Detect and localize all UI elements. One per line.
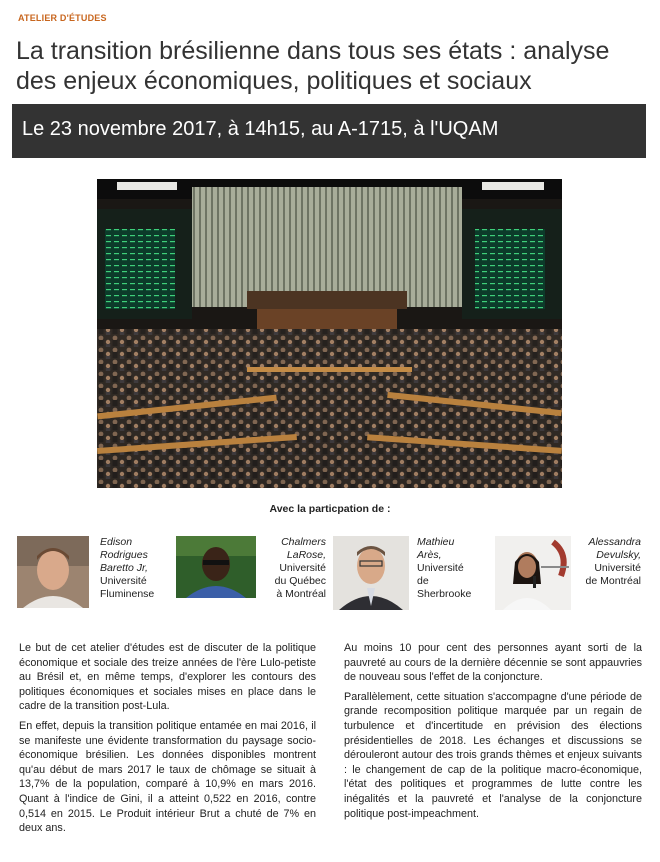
participant-caption: [575, 536, 641, 588]
participant-caption: [100, 536, 162, 601]
participant-affiliation: Université du Québec à Montréal: [274, 562, 326, 600]
chamber-photo: [97, 179, 562, 488]
body-paragraph: En effet, depuis la transition politique entamée en mai 2016, il se manifeste une évidente transformation du paysage socio-économique brésilien. Les données disponibles montrent qu'au début de mars 2017 le taux de chômage se situait à 13,7% de la population, comparé à 10,9% en mars 2016. Quant à l'indice de Gini, il a atteint 0,522 en 2016, contre 0,514 en 2015. Le Produit intérieur Brut a chuté de 7% en deux ans.: [19, 719, 316, 835]
body-column-right: [344, 641, 642, 826]
participant-caption: [417, 536, 479, 601]
body-paragraph: Au moins 10 pour cent des personnes ayant sorti de la pauvreté au cours de la dernière décennie se sont appauvries de nouveau sous l'effet de la conjoncture.: [344, 642, 642, 684]
participation-heading: Avec la particpation de :: [269, 503, 391, 515]
participant-name: Edison Rodrigues Baretto Jr,: [100, 536, 148, 574]
title-line-1: La transition brésilienne dans tous ses états : analyse: [16, 37, 610, 65]
participant-affiliation: Université de Montréal: [585, 562, 641, 587]
participant-affiliation: Université Fluminense: [100, 575, 155, 600]
participant-name: Alessandra Devulsky,: [588, 536, 641, 561]
title-line-2: des enjeux économiques, politiques et sociaux: [16, 67, 532, 95]
participant-name: Mathieu Arès,: [417, 536, 455, 561]
participant-portrait: [333, 536, 409, 610]
event-date-banner: [12, 104, 646, 158]
body-column-left: [19, 641, 316, 841]
kicker-label: ATELIER D'ÉTUDES: [18, 13, 107, 23]
participant-affiliation: Université de Sherbrooke: [417, 562, 472, 600]
body-paragraph: Parallèlement, cette situation s'accompagne d'une période de grande recomposition politique marquée par un regain de turbulence et d'incertitude en prévision des élections présidentielles de 2018. Les échanges et discussions se dérouleront autour des trois grands thèmes et enjeux suivants : le changement de cap de la politique macro-économique, l'état des politiques et programmes de lutte contre les inégalités et la pauvreté et l'analyse de la conjoncture politique post-impeachment.: [344, 690, 642, 820]
participant-portrait: [17, 536, 89, 608]
participant-caption: [260, 536, 326, 601]
participant-portrait: [495, 536, 571, 610]
body-paragraph: Le but de cet atelier d'études est de discuter de la politique économique et sociale des treize années de l'ère Lulo-petiste au Brésil et, en même temps, d'explorer les contours des politiques économiques et sociales mises en place dans le cadre de la transition post-Lula.: [19, 642, 316, 713]
event-date-text: Le 23 novembre 2017, à 14h15, au A-1715, à l'UQAM: [22, 118, 499, 140]
participant-portrait: [176, 536, 256, 598]
participant-name: Chalmers LaRose,: [281, 536, 326, 561]
page-title: [16, 36, 646, 96]
